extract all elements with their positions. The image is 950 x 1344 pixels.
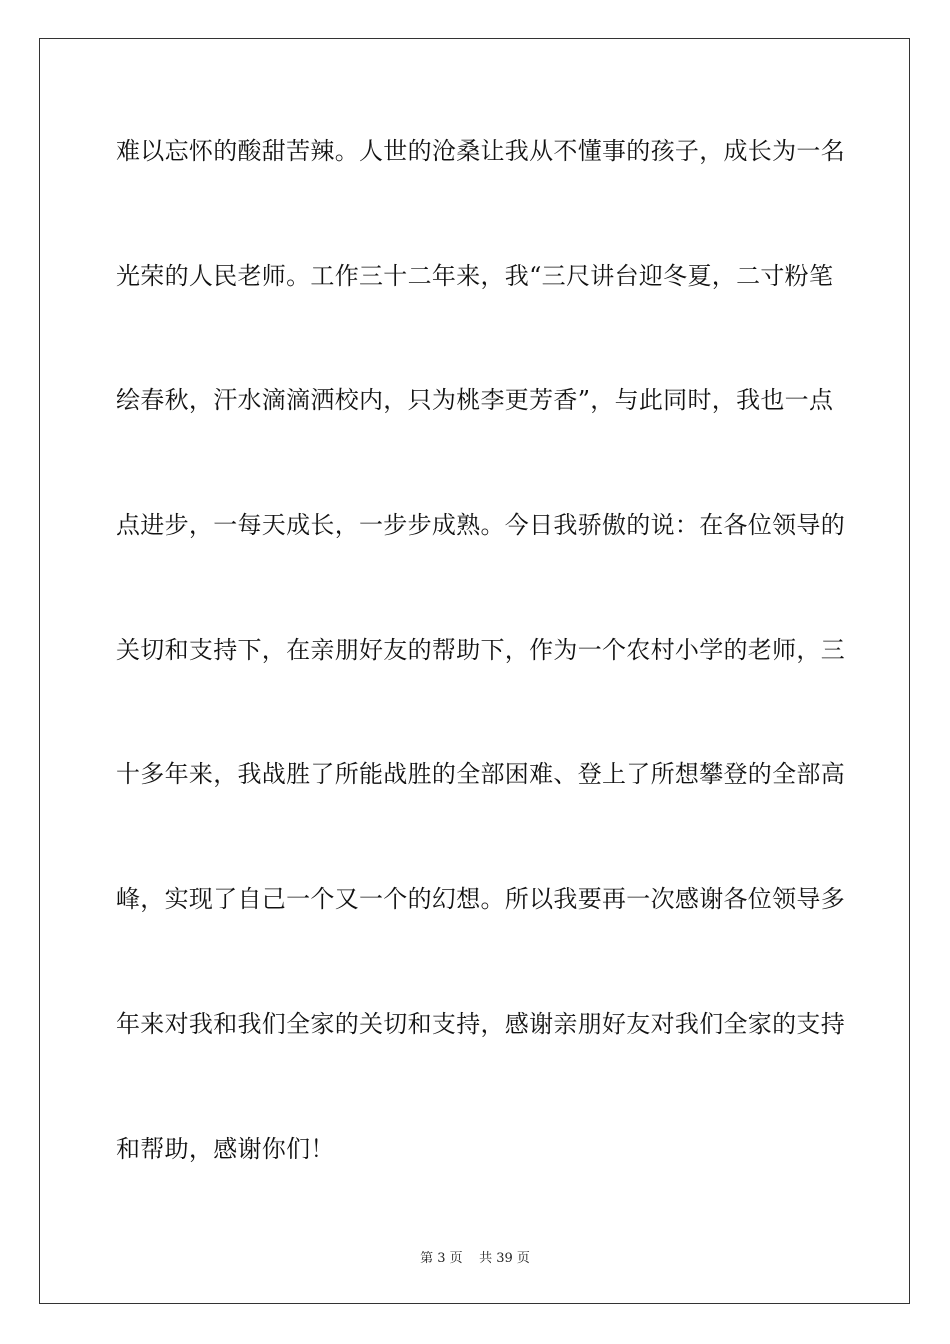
text-line: 难以忘怀的酸甜苦辣。人世的沧桑让我从不懂事的孩子，成长为一名: [116, 137, 845, 165]
text-line: 点进步，一每天成长，一步步成熟。今日我骄傲的说：在各位领导的: [116, 511, 845, 540]
text-line: 十多年来，我战胜了所能战胜的全部困难、登上了所想攀登的全部高: [116, 760, 845, 789]
text-line: 和帮助，感谢你们！: [116, 1134, 335, 1163]
document-body: [116, 126, 845, 1248]
page-number-footer: 第 3 页 共 39 页: [420, 1251, 530, 1266]
text-line: 峰，实现了自己一个又一个的幻想。所以我要再一次感谢各位领导多: [116, 885, 845, 914]
text-line: 光荣的人民老师。工作三十二年来，我“三尺讲台迎冬夏，二寸粉笔: [116, 261, 834, 290]
text-line: 年来对我和我们全家的关切和支持，感谢亲朋好友对我们全家的支持: [116, 1009, 845, 1038]
text-line: 关切和支持下，在亲朋好友的帮助下，作为一个农村小学的老师，三: [116, 635, 845, 664]
text-line: 绘春秋，汗水滴滴洒校内，只为桃李更芳香”，与此同时，我也一点: [116, 386, 834, 415]
